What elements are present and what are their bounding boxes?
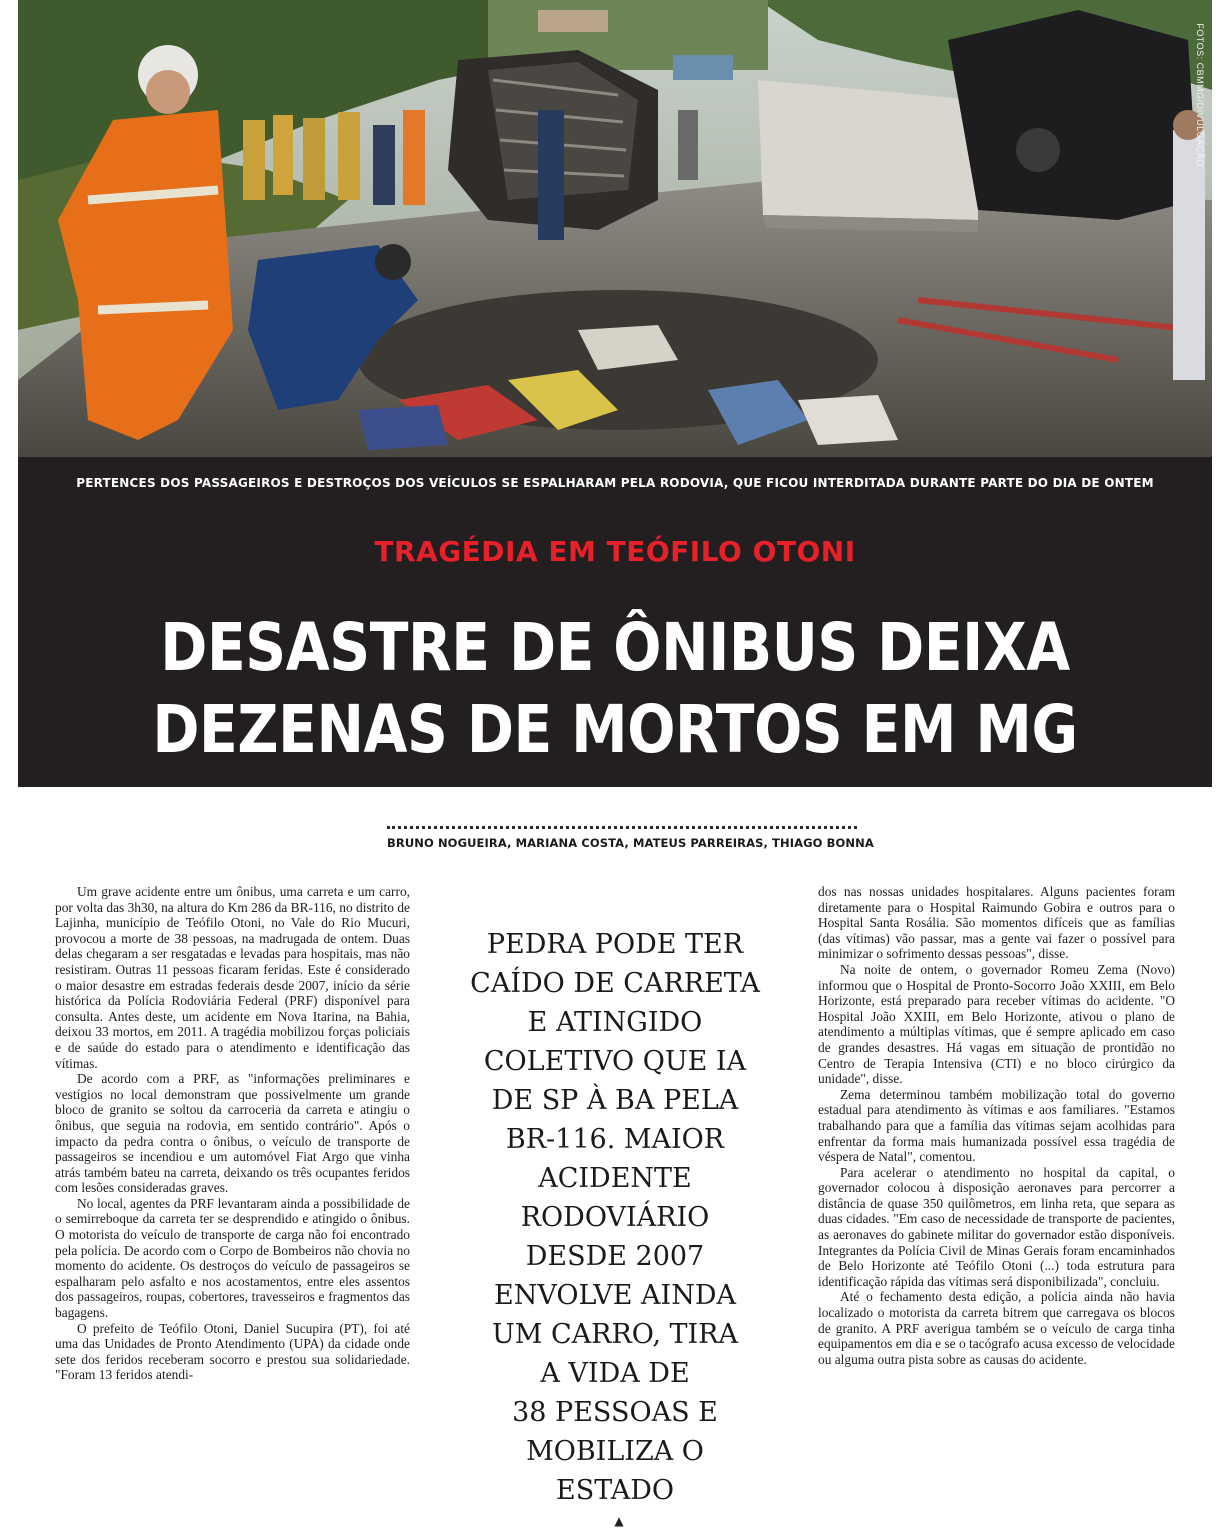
accident-scene-photo	[18, 0, 1212, 457]
pull-quote-line: PEDRA PODE TER	[486, 929, 744, 960]
pull-quote-line: E ATINGIDO	[527, 1007, 703, 1038]
news-photo	[18, 0, 1212, 457]
headline-block	[18, 457, 1212, 787]
pull-quote-line: UM CARRO, TIRA	[491, 1319, 739, 1350]
photo-credit: FOTOS: CBMMG/DIVULGAÇÃO	[1195, 23, 1205, 167]
paragraph: dos nas nossas unidades hospitalares. Alguns pacientes foram diretamente para o Hospital Raimundo Gobira e outros para o Hospital Santa Rosália. São momentos difíceis que as famílias (das vítimas) vão passar, mas a gente vai fazer o possível para minimizar o sofrimento dessas pessoas", disse.	[818, 884, 1175, 962]
paragraph: Até o fechamento desta edição, a polícia ainda não havia localizado o motorista da carreta bitrem que carregava os blocos de granito. A PRF averigua também se o veículo de carga tinha equipamentos em dia e se o tacógrafo acusa excesso de velocidade ou alguma outra pista sobre as causas do acidente.	[818, 1289, 1175, 1367]
pull-quote-line: DE SP À BA PELA	[491, 1085, 739, 1116]
pull-quote-line: ENVOLVE AINDA	[494, 1280, 736, 1311]
paragraph: De acordo com a PRF, as "informações preliminares e vestígios no local demonstram que possivelmente um grande bloco de granito se soltou da carroceria da carreta e atingiu o ônibus, que seguia na rodovia, em sentido contrário". Após o impacto da pedra contra o ônibus, o veículo de transporte de passageiros se incendiou e um automóvel Fiat Argo que vinha atrás também bateu na carreta, deixando os três ocupantes feridos com lesões consideradas graves.	[55, 1071, 410, 1196]
section-kicker: TRAGÉDIA EM TEÓFILO OTONI	[374, 535, 856, 568]
headline	[102, 607, 1129, 771]
pull-quote-line: ESTADO	[555, 1475, 675, 1506]
byline: BRUNO NOGUEIRA, MARIANA COSTA, MATEUS PARREIRAS, THIAGO BONNA	[387, 836, 874, 850]
headline-line-1: DESASTRE DE ÔNIBUS DEIXA	[160, 609, 1070, 686]
photo-caption: PERTENCES DOS PASSAGEIROS E DESTROÇOS DOS VEÍCULOS SE ESPALHARAM PELA RODOVIA, QUE FICOU INTERDITADA DURANTE PARTE DO DIA DE ONTEM	[76, 476, 1154, 490]
pull-quote-line: ACIDENTE	[538, 1163, 692, 1194]
pull-quote-line: A VIDA DE	[540, 1358, 690, 1389]
pull-quote	[440, 925, 790, 1510]
paragraph: Zema determinou também mobilização total do governo estadual para atendimento às vítimas e aos familiares. "Estamos trabalhando para que a família das vítimas sejam acolhidas para enfrentar da forma mais humanizada possível essa tragédia de véspera de Natal", comentou.	[818, 1086, 1175, 1165]
pull-quote-line: RODOVIÁRIO	[520, 1202, 710, 1233]
paragraph: No local, agentes da PRF levantaram ainda a possibilidade de o semirreboque da carreta ter se desprendido e atingido o ônibus. O motorista do veículo de transporte de carga não foi encontrado pela polícia. De acordo com o Corpo de Bombeiros não chovia no momento do acidente. Os destroços do veículo de passageiros se espalharam pelo asfalto e nos acostamentos, entre eles assentos dos passageiros, roupas, cobertores, travesseiros e fragmentos das bagagens.	[55, 1195, 410, 1321]
headline-line-2: DEZENAS DE MORTOS EM MG	[152, 691, 1078, 768]
pull-quote-line: CAÍDO DE CARRETA	[470, 968, 760, 999]
paragraph: Um grave acidente entre um ônibus, uma carreta e um carro, por volta das 3h30, na altura do Km 286 da BR-116, no distrito de Lajinha, município de Teófilo Otoni, no Vale do Rio Mucuri, provocou a morte de 38 pessoas, na madrugada de ontem. Duas delas chegaram a ser resgatadas e levadas para hospitais, mas não resistiram. Outras 11 pessoas ficaram feridas. Este é considerado o maior desastre em estradas federais desde 2007, início da série histórica da Polícia Rodoviária Federal (PRF) disponível para consulta. Antes deste, um acidente em Nova Itarina, na Bahia, deixou 33 mortos, em 2011. A tragédia mobilizou forças policiais e de saúde do estado para o atendimento e identificação das vítimas.	[55, 884, 410, 1071]
paragraph: O prefeito de Teófilo Otoni, Daniel Sucupira (PT), foi até uma das Unidades de Pronto Atendimento (UPA) da cidade onde sete dos feridos receberam socorro e prestou sua solidariedade. "Foram 13 feridos atendi-	[55, 1320, 410, 1383]
byline-rule	[387, 826, 857, 829]
left-column	[55, 884, 410, 1383]
paragraph: Na noite de ontem, o governador Romeu Zema (Novo) informou que o Hospital de Pronto-Socorro João XXIII, em Belo Horizonte, está preparado para receber vítimas do acidente. "O Hospital João XXIII, em Belo Horizonte, ativou o plano de atendimento a múltiplas vítimas, que é sempre aplicado em caso de grandes desastres. Há vagas em situação de prontidão no Centro de Terapia Intensiva (CTI) e no bloco cirúrgico da unidade", disse.	[818, 961, 1175, 1087]
right-column	[818, 884, 1175, 1367]
pull-quote-line: DESDE 2007	[525, 1241, 705, 1272]
arrow-up-icon: ▲	[614, 1514, 624, 1528]
pull-quote-line: BR-116. MAIOR	[505, 1124, 725, 1155]
pull-quote-line: COLETIVO QUE IA	[483, 1046, 747, 1077]
pull-quote-line: MOBILIZA O	[526, 1436, 704, 1467]
pull-quote-line: 38 PESSOAS E	[512, 1397, 718, 1428]
paragraph: Para acelerar o atendimento no hospital da capital, o governador colocou à disposição aeronaves para percorrer a distância de quase 350 quilômetros, em linha reta, que separa as duas cidades. "Em caso de necessidade de transporte de pacientes, as aeronaves do gabinete militar do governador estão disponíveis. Integrantes da Polícia Civil de Minas Gerais foram encaminhados de Belo Horizonte até Teófilo Otoni (...) toda estrutura para identificação rápida das vítimas será disponibilizada", concluiu.	[818, 1164, 1175, 1289]
